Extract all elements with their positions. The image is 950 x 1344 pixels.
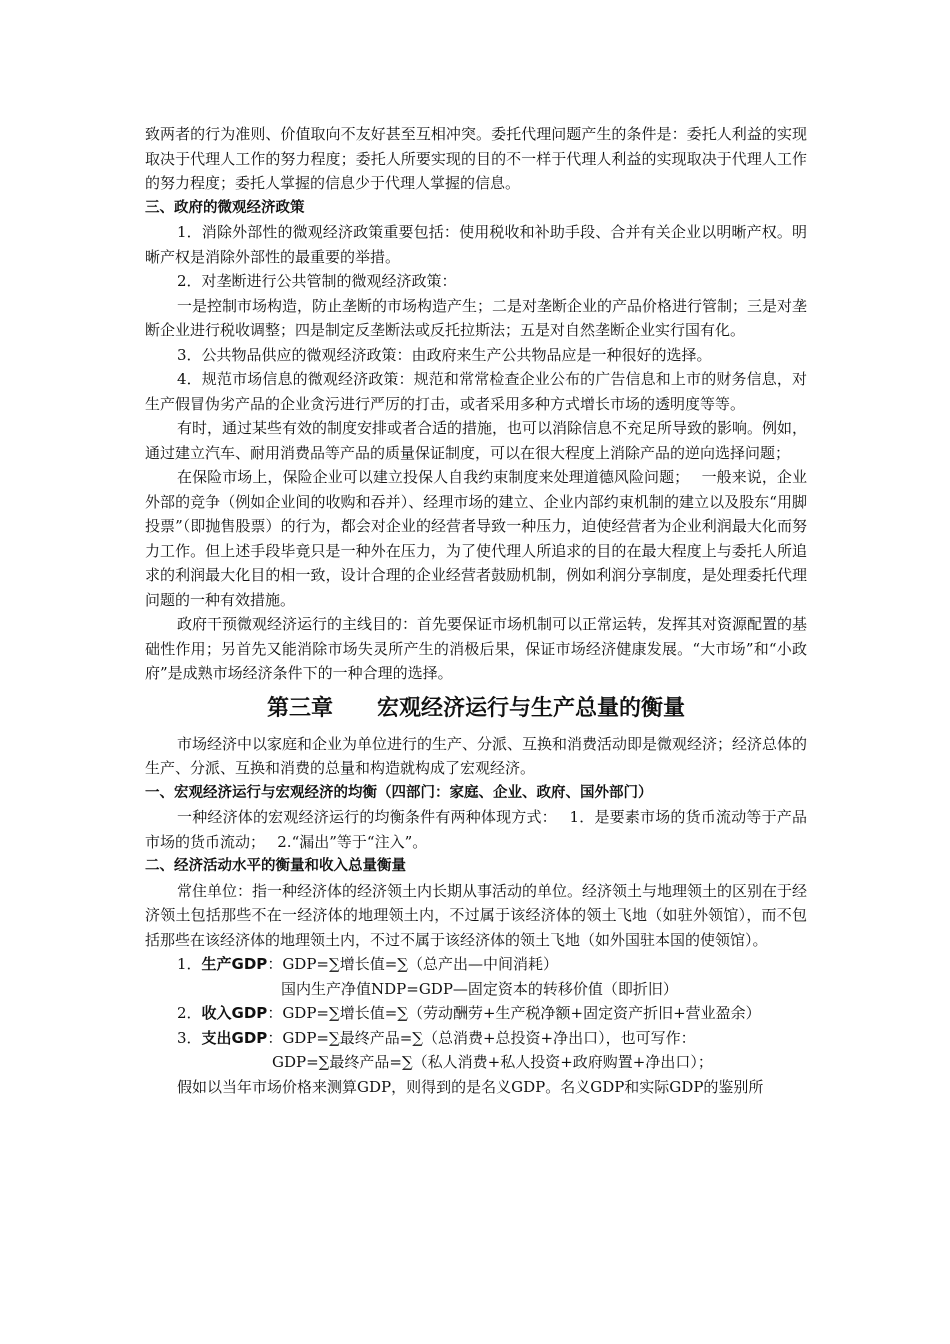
paragraph: 4．规范市场信息的微观经济政策：规范和常常检查企业公布的广告信息和上市的财务信息，对生产假冒伪劣产品的企业贪污进行严厉的打击，或者采用多种方式增长市场的透明度等等。 <box>145 370 807 413</box>
document-body <box>145 122 807 1099</box>
paragraph: 政府干预微观经济运行的主线目的：首先要保证市场机制可以正常运转，发挥其对资源配置的基础性作用；另首先又能消除市场失灵所产生的消极后果，保证市场经济健康发展。“大市场”和“小政府”是成熟市场经济条件下的一种合理的选择。 <box>145 615 808 682</box>
formula-expenditure-gdp: 3．支出GDP：GDP=∑最终产品=∑（总消费+总投资+净出口），也可写作： <box>177 1028 696 1047</box>
section-heading-2: 二、经济活动水平的衡量和收入总量衡量 <box>145 858 406 874</box>
paragraph: 市场经济中以家庭和企业为单位进行的生产、分派、互换和消费活动即是微观经济；经济总体的生产、分派、互换和消费的总量和构造就构成了宏观经济。 <box>145 734 808 777</box>
chapter-title <box>145 694 807 724</box>
formula-income-gdp: 2．收入GDP：GDP=∑增长值=∑（劳动酬劳+生产税净额+固定资产折旧+营业盈余） <box>177 1004 761 1022</box>
formula-ndp: 国内生产净值NDP=GDP—固定资本的转移价值（即折旧） <box>281 979 678 998</box>
paragraph: 一种经济体的宏观经济运行的均衡条件有两种体现方式： 1．是要素市场的货币流动等于产品市场的货币流动； 2.“漏出”等于“注入”。 <box>145 808 807 851</box>
paragraph: 在保险市场上，保险企业可以建立投保人自我约束制度来处理道德风险问题； 一般来说，企业外部的竞争（例如企业间的收购和吞并）、经理市场的建立、企业内部约束机制的建立以及股东“用脚投票”（即抛售股票）的行为，都会对企业的经营者导致一种压力，迫使经营者为企业利润最大化而努力工作。但上述手段毕竟只是一种外在压力，为了使代理人所追求的目的在最大程度上与委托人所追求的利润最大化目的相一致，设计合理的企业经营者鼓励机制，例如利润分享制度，是处理委托代理问题的一种有效措施。 <box>145 468 807 609</box>
formula-label: 生产GDP <box>201 955 268 973</box>
paragraph: 有时，通过某些有效的制度安排或者合适的措施，也可以消除信息不充足所导致的影响。例如，通过建立汽车、耐用消费品等产品的质量保证制度，可以在很大程度上消除产品的逆向选择问题； <box>145 419 808 462</box>
chapter-name: 宏观经济运行与生产总量的衡量 <box>377 695 686 721</box>
paragraph: 一是控制市场构造，防止垄断的市场构造产生；二是对垄断企业的产品价格进行管制；三是对垄断企业进行税收调整；四是制定反垄断法或反托拉斯法；五是对自然垄断企业实行国有化。 <box>145 296 808 339</box>
paragraph: 3．公共物品供应的微观经济政策：由政府来生产公共物品应是一种很好的选择。 <box>177 345 712 364</box>
section-heading-3: 三、政府的微观经济政策 <box>145 199 305 216</box>
formula-production-gdp: 1．生产GDP：GDP=∑增长值=∑（总产出—中间消耗） <box>177 955 558 973</box>
paragraph: 2．对垄断进行公共管制的微观经济政策： <box>177 272 457 290</box>
paragraph: 1．消除外部性的微观经济政策重要包括：使用税收和补助手段、合并有关企业以明晰产权。明晰产权是消除外部性的最重要的举措。 <box>145 223 807 266</box>
formula-label: 支出GDP <box>201 1028 268 1047</box>
section-heading-1: 一、宏观经济运行与宏观经济的均衡（四部门：家庭、企业、政府、国外部门） <box>145 784 653 801</box>
chapter-number: 第三章 <box>266 695 333 721</box>
paragraph: 常住单位：指一种经济体的经济领土内长期从事活动的单位。经济领土与地理领土的区别在于经济领土包括那些不在一经济体的地理领土内，不过属于该经济体的领土飞地（如驻外领馆），而不包括那些在该经济体的地理领土内，不过不属于该经济体的领土飞地（如外国驻本国的使领馆）。 <box>145 881 808 949</box>
formula-expenditure-gdp-alt: GDP=∑最终产品=∑（私人消费+私人投资+政府购置+净出口）； <box>272 1053 713 1071</box>
paragraph: 致两者的行为准则、价值取向不友好甚至互相冲突。委托代理问题产生的条件是：委托人利益的实现取决于代理人工作的努力程度；委托人所要实现的目的不一样于代理人利益的实现取决于代理人工作的努力程度；委托人掌握的信息少于代理人掌握的信息。 <box>145 125 807 192</box>
paragraph: 假如以当年市场价格来测算GDP，则得到的是名义GDP。名义GDP和实际GDP的鉴别所 <box>177 1077 764 1096</box>
formula-label: 收入GDP <box>201 1004 268 1022</box>
